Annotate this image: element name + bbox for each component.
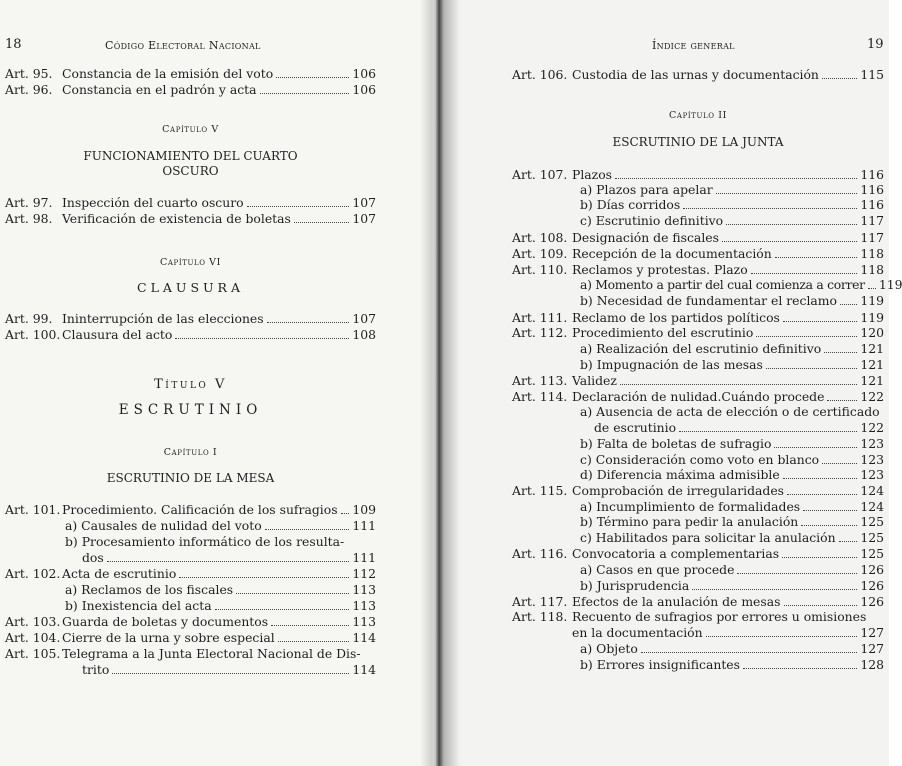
chapter-title: OSCURO — [162, 164, 219, 178]
page-number: 18 — [5, 37, 22, 52]
chapter-label: Capítulo VI — [160, 257, 221, 268]
title-heading: ESCRUTINIO — [118, 402, 263, 418]
right-page: Índice general 19 Art. 106. Custodia de las urnas y documentación 115 Capítulo II ESCRUTINIO DE LA JUNTA Art. 107. Plazos 116 a) Plazos para apelar 116 b) Días corridos 116 c) Escrutinio definitivo 117 Art. 108. Designación de fiscales 117 Art. 109. Recepción de la documentación 118 Art. 110. Reclamos y protestas. Plazo 118 a) Momento a partir del cual comienza a correr 119 b) Necesidad de fundamentar el reclamo 119 Art. 111. Reclamo de los partidos políticos 119 Art. 112. Procedimiento del escrutinio 120 a) Realización del escrutinio definitivo 121 b) Impugnación de las mesas 121 Art. 113. Validez 121 Art. 114. Declaración de nulidad.Cuándo procede 122 a) Ausencia de acta de elección o de certificado de escrutinio 122 b) Falta de boletas de sufragio 123 c) Consideración como voto en blanco 123 d) Diferencia máxima admisible 123 Art. 115. Comprobación de irregularidades 124 a) Incumplimiento de formalidades 124 b) Término para pedir la anulación 125 c) Habilitados para solicitar la anulación 125 Art. 116. Convocatoria a complementarias 125 a) Casos en que procede 126 b) Jurisprudencia 126 Art. 117. Efectos de la anulación de mesas 126 Art. 118. Recuento de sufragios por errores u omisiones en la documentación 127 a) Objeto 127 b) Errores insignificantes 128 — [436, 0, 889, 766]
chapter-title: CLAUSURA — [137, 280, 244, 295]
chapter-title: ESCRUTINIO DE LA MESA — [106, 471, 275, 485]
left-page: 18 Código Electoral Nacional Art. 95. Constancia de la emisión del voto 106 Art. 96. Constancia en el padrón y acta 106 Capítulo V FUNCIONAMIENTO DEL CUARTO OSCURO Art. 97. Inspección del cuarto oscuro 107 Art. 98. Verificación de existencia de boletas 107 Capítulo VI CLAUSURA Art. 99. Ininterrupción de las elecciones 107 Art. 100. Clausura del acto 108 Título V ESCRUTINIO Capítulo I ESCRUTINIO DE LA MESA Art. 101. Procedimiento. Calificación de los sufragios 109 a) Causales de nulidad del voto 111 b) Procesamiento informático de los resulta- dos 111 Art. 102. Acta de escrutinio 112 a) Reclamos de los fiscales 113 b) Inexistencia del acta 113 Art. 103. Guarda de boletas y documentos 113 Art. 104. Cierre de la urna y sobre especial 114 Art. 105. Telegrama a la Junta Electoral Nacional de Dis- trito 114 — [0, 0, 432, 766]
chapter-title: FUNCIONAMIENTO DEL CUARTO — [83, 149, 298, 163]
chapter-label: Capítulo V — [162, 124, 219, 135]
chapter-title: ESCRUTINIO DE LA JUNTA — [612, 135, 784, 149]
chapter-label: Capítulo I — [163, 447, 218, 458]
title-label: Título V — [154, 377, 227, 392]
chapter-label: Capítulo II — [669, 110, 727, 121]
page-number: 19 — [867, 37, 884, 52]
running-head: Índice general — [652, 39, 735, 52]
running-head: Código Electoral Nacional — [105, 39, 261, 52]
book-gutter — [420, 0, 460, 766]
